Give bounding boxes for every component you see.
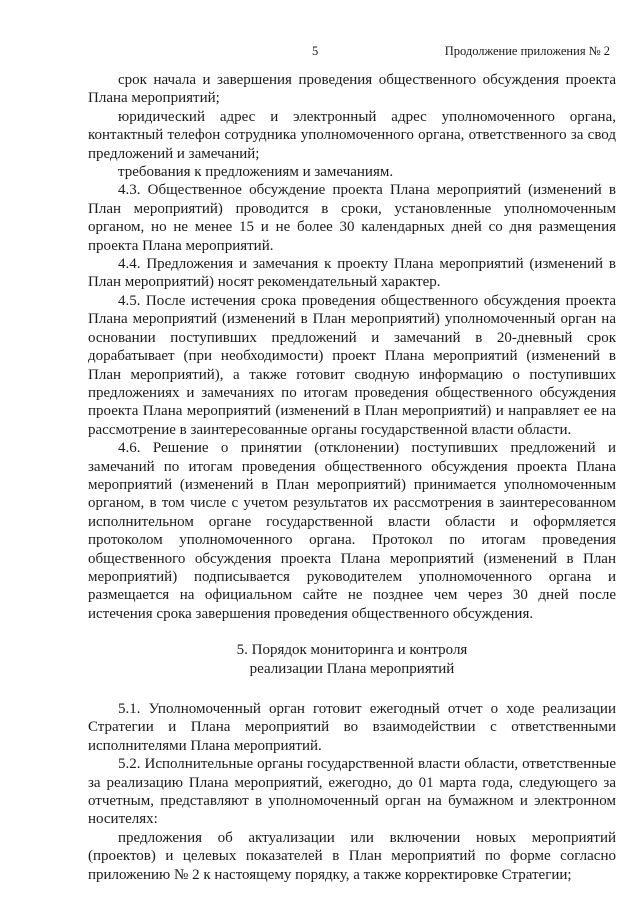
paragraph: требования к предложениям и замечаниям. — [118, 164, 394, 181]
paragraph: юридический адрес и электронный адрес уполномоченного органа, контактный телефон сотрудника уполномоченного органа, ответственного за свод предложений и замечаний; — [88, 108, 616, 162]
paragraph-4-6: 4.6. Решение о принятии (отклонении) поступивших предложений и замечаний по итогам проведения общественного обсуждения проекта Плана мероприятий (изменений в План мероприятий) принимается уполномоченным органом, в том числе с учетом результатов их рассмотрения в заинтересованном исполнительном органе государственной власти области и оформляется протоколом уполномоченного органа. Протокол по итогам проведения общественного обсуждения проекта Плана мероприятий (изменений в План мероприятий) подписывается руководителем уполномоченного органа и размещается на официальном сайте не позднее чем через 30 дней после истечения срока завершения проведения общественного обсуждения. — [88, 440, 616, 622]
section-subtitle: реализации Плана мероприятий — [249, 660, 455, 677]
paragraph-4-4: 4.4. Предложения и замечания к проекту Плана мероприятий (изменений в План мероприятий) носят рекомендательный характер. — [88, 256, 616, 291]
paragraph: срок начала и завершения проведения общественного обсуждения проекта Плана мероприятий; — [88, 72, 616, 107]
continuation-label: Продолжение приложения № 2 — [444, 44, 610, 58]
paragraph-5-1: 5.1. Уполномоченный орган готовит ежегодный отчет о ходе реализации Стратегии и Плана мероприятий во взаимодействии с ответственными исполнителями Плана мероприятий. — [88, 701, 616, 754]
document-body — [88, 71, 616, 884]
paragraph: предложения об актуализации или включении новых мероприятий (проектов) и целевых показателей в План мероприятий по форме согласно приложению № 2 к настоящему порядку, а также корректировке Стратегии; — [88, 829, 616, 883]
section-title: 5. Порядок мониторинга и контроля — [236, 642, 468, 659]
paragraph-5-2: 5.2. Исполнительные органы государственной власти области, ответственные за реализацию Плана мероприятий, ежегодно, до 01 марта года, следующего за отчетным, представляют в уполномоченный орган на бумажном и электронном носителях: — [88, 756, 616, 828]
paragraph-4-5: 4.5. После истечения срока проведения общественного обсуждения проекта Плана мероприятий (изменений в План мероприятий) уполномоченный орган на основании поступивших предложений и замечаний в 20-дневный срок дорабатывает (при необходимости) проект Плана мероприятий (изменений в План мероприятий), а также готовит сводную информацию о поступивших предложениях и замечаниях по итогам проведения общественного обсуждения проекта Плана мероприятий (изменений в План мероприятий) и направляет ее на рассмотрение в заинтересованные органы государственной власти области. — [88, 292, 616, 438]
page-number: 5 — [312, 44, 319, 58]
paragraph-4-3: 4.3. Общественное обсуждение проекта Плана мероприятий (изменений в План мероприятий) проводится в сроки, установленные уполномоченным органом, но не менее 15 и не более 30 календарных дней со дня размещения проекта Плана мероприятий. — [88, 182, 616, 254]
